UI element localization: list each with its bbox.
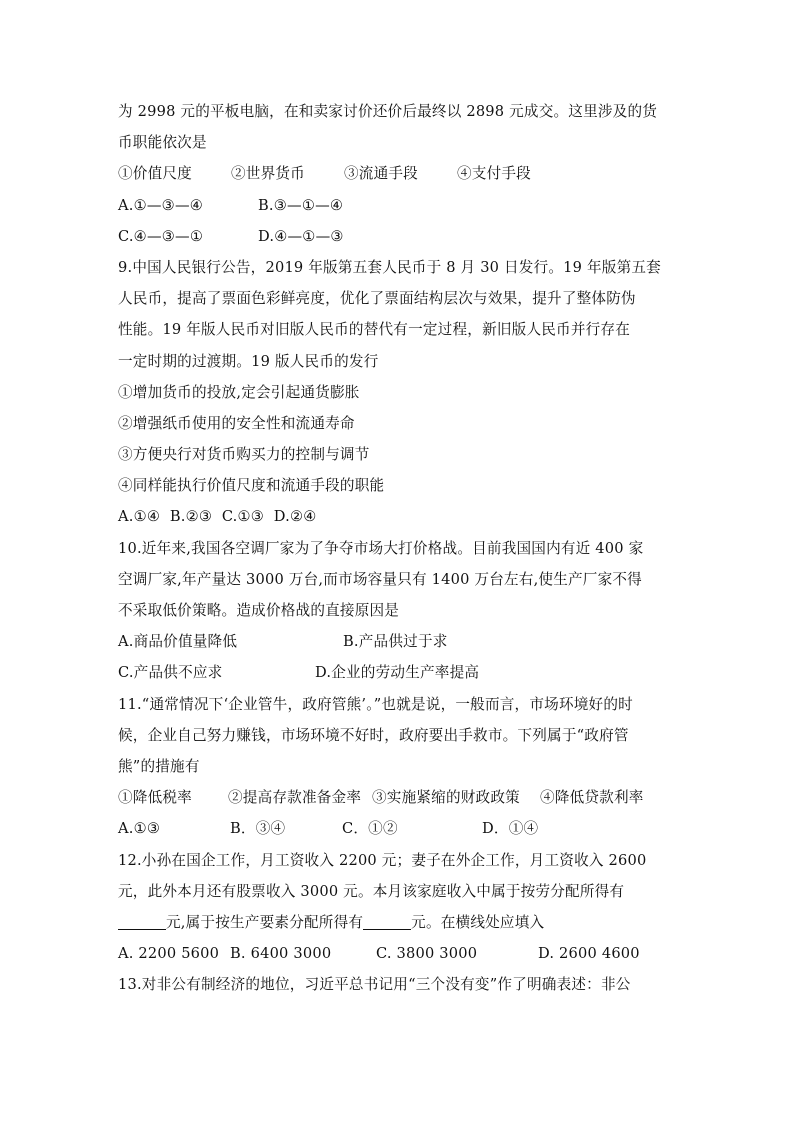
q8-option-3: ③流通手段 (344, 165, 418, 183)
q11-choices (118, 813, 678, 844)
q12-choice-c: C. 3800 3000 (376, 945, 478, 963)
q11-options (118, 782, 678, 813)
q12-stem-line-3a: 元,属于按生产要素分配所得有 (166, 913, 364, 931)
q8-options (118, 158, 678, 189)
q10-choices-row-1 (118, 626, 678, 657)
q8-choices-row-1 (118, 190, 678, 221)
q8-choice-a: A.①—③—④ (118, 196, 204, 214)
q8-option-4: ④支付手段 (457, 165, 531, 183)
q12-stem-line-3b: 元。在横线处应填入 (411, 913, 545, 931)
q8-stem-line-2: 币职能依次是 (118, 134, 207, 152)
q12-choice-b: B. 6400 3000 (230, 945, 332, 963)
q12-stem-line-2: 元，此外本月还有股票收入 3000 元。本月该家庭收入中属于按劳分配所得有 (118, 882, 625, 900)
q8-choices-row-2 (118, 221, 678, 252)
q12-choice-d: D. 2600 4600 (538, 945, 640, 963)
q11-option-2: ②提高存款准备金率 (228, 789, 362, 807)
q12-choice-a: A. 2200 5600 (118, 945, 220, 963)
q11-choice-b: B．③④ (230, 820, 286, 838)
q9-choices: A.①④ B.②③ C.①③ D.②④ (118, 508, 317, 526)
q10-choice-d: D.企业的劳动生产率提高 (315, 664, 480, 682)
q10-choice-a: A.商品价值量降低 (118, 633, 238, 651)
q9-option-2: ②增强纸币使用的安全性和流通寿命 (118, 414, 355, 432)
q9-stem-line-2: 人民币，提高了票面色彩鲜亮度，优化了票面结构层次与效果，提升了整体防伪 (118, 290, 636, 308)
q9-option-1: ①增加货币的投放,定会引起通货膨胀 (118, 383, 360, 401)
q11-choice-c: C．①② (342, 820, 398, 838)
fill-blank-2 (363, 911, 411, 930)
q11-stem-line-2: 候，企业自己努力赚钱，市场环境不好时，政府要出手救市。下列属于“政府管 (118, 726, 629, 744)
q11-choice-d: D．①④ (482, 820, 539, 838)
q10-choice-b: B.产品供过于求 (343, 633, 448, 651)
q9-option-3: ③方便央行对货币购买力的控制与调节 (118, 446, 370, 464)
q11-option-3: ③实施紧缩的财政政策 (372, 789, 520, 807)
q11-stem-line-3: 熊”的措施有 (118, 757, 200, 775)
q9-stem-line-4: 一定时期的过渡期。19 版人民币的发行 (118, 352, 379, 370)
q8-choice-d: D.④—①—③ (258, 227, 344, 245)
q12-stem-line-3 (118, 907, 678, 938)
q9-option-4: ④同样能执行价值尺度和流通手段的职能 (118, 477, 385, 495)
q10-stem-line-2: 空调厂家,年产量达 3000 万台,而市场容量只有 1400 万台左右,使生产厂家不得 (118, 570, 642, 588)
q8-stem-line-1: 为 2998 元的平板电脑，在和卖家讨价还价后最终以 2898 元成交。这里涉及的货 (118, 103, 658, 120)
q11-option-1: ①降低税率 (118, 789, 192, 807)
q8-option-1: ①价值尺度 (118, 165, 192, 183)
q8-option-2: ②世界货币 (231, 165, 305, 183)
q11-stem-line-1: 11.“通常情况下‘企业管牛，政府管熊’。”也就是说，一般而言，市场环境好的时 (118, 695, 633, 713)
q8-choice-b: B.③—①—④ (258, 196, 344, 214)
q13-stem-line-1: 13.对非公有制经济的地位，习近平总书记用“三个没有变”作了明确表述：非公 (118, 976, 631, 994)
q10-stem-line-1: 10.近年来,我国各空调厂家为了争夺市场大打价格战。目前我国国内有近 400 家 (118, 539, 644, 557)
q12-stem-line-1: 12.小孙在国企工作，月工资收入 2200 元；妻子在外企工作，月工资收入 2600 (118, 851, 647, 869)
q9-stem-line-3: 性能。19 年版人民币对旧版人民币的替代有一定过程，新旧版人民币并行存在 (118, 321, 631, 339)
q10-stem-line-3: 不采取低价策略。造成价格战的直接原因是 (118, 602, 400, 619)
q11-choice-a: A.①③ (118, 820, 161, 838)
q10-choices-row-2 (118, 657, 678, 688)
q8-choice-c: C.④—③—① (118, 227, 204, 245)
q11-option-4: ④降低贷款利率 (540, 789, 644, 807)
fill-blank-1 (118, 911, 166, 930)
q9-stem-line-1: 9.中国人民银行公告，2019 年版第五套人民币于 8 月 30 日发行。19 年版第五套 (118, 258, 661, 276)
q10-choice-c: C.产品供不应求 (118, 664, 223, 682)
q12-choices (118, 938, 678, 969)
exam-page (118, 96, 678, 1000)
